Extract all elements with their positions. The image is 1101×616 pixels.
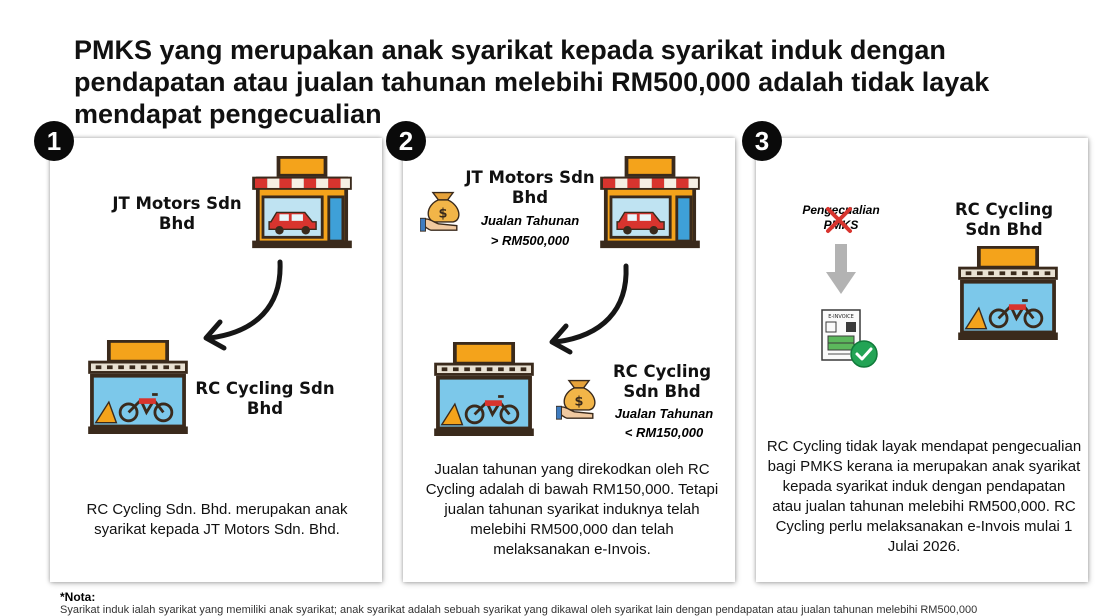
invoice-icon xyxy=(820,308,882,372)
parent-company-name: JT Motors Sdn Bhd xyxy=(465,168,595,207)
child-sales-value: < RM150,000 xyxy=(624,425,704,440)
bike-shop-icon xyxy=(432,342,536,436)
note-text: Syarikat induk ialah syarikat yang memiliki anak syarikat; anak syarikat adalah sebuah syarikat yang dikawal oleh syarikat lain dengan pendapatan atau jualan tahunan melebihi RM500,000 xyxy=(60,604,978,616)
child-company-name: RC Cycling Sdn Bhd xyxy=(612,362,712,401)
panel-3-description: RC Cycling tidak layak mendapat pengecualian bagi PMKS kerana ia merupakan anak syarikat kepada syarikat induk dengan pendapatan atau jualan tahunan melebihi RM500,000. RC Cycling perlu melaksanakan e-Invois mulai 1 Julai 2026. xyxy=(766,438,1082,555)
check-icon xyxy=(850,340,851,341)
step-number-3: 3 xyxy=(742,121,782,161)
cross-icon xyxy=(824,206,854,234)
step-number-1: 1 xyxy=(34,121,74,161)
page-title: PMKS yang merupakan anak syarikat kepada syarikat induk dengan pendapatan atau jualan tahunan melebihi RM500,000 adalah tidak layak mendapat pengecualian xyxy=(74,35,990,129)
child-company-name: RC Cycling Sdn Bhd xyxy=(195,379,335,418)
panel-1-description: RC Cycling Sdn. Bhd. merupakan anak syarikat kepada JT Motors Sdn. Bhd. xyxy=(86,501,348,538)
parent-sales-value: > RM500,000 xyxy=(490,233,570,248)
company-name: RC Cycling Sdn Bhd xyxy=(954,200,1054,239)
panel-2-description: Jualan tahunan yang direkodkan oleh RC Cycling adalah di bawah RM150,000. Tetapi jualan tahunan syarikat induknya telah melebihi RM500,000 dan telah melaksanakan e-Invois. xyxy=(425,461,719,558)
down-arrow-icon xyxy=(826,244,856,296)
shop-icon xyxy=(250,156,354,250)
note-title: *Nota: xyxy=(60,590,96,604)
bike-shop-icon xyxy=(956,246,1060,340)
invoice-label: E-INVOICE xyxy=(828,314,854,320)
step-number-2: 2 xyxy=(386,121,426,161)
child-sales-label: Jualan Tahunan xyxy=(614,406,714,421)
exemption-label: Pengecualian PMKS xyxy=(802,203,880,232)
shop-icon xyxy=(598,156,702,250)
curved-arrow-icon xyxy=(542,260,642,360)
curved-arrow-icon xyxy=(196,256,296,356)
bike-shop-icon xyxy=(86,340,190,434)
parent-company-name: JT Motors Sdn Bhd xyxy=(112,194,242,233)
parent-sales-label: Jualan Tahunan xyxy=(480,213,580,228)
